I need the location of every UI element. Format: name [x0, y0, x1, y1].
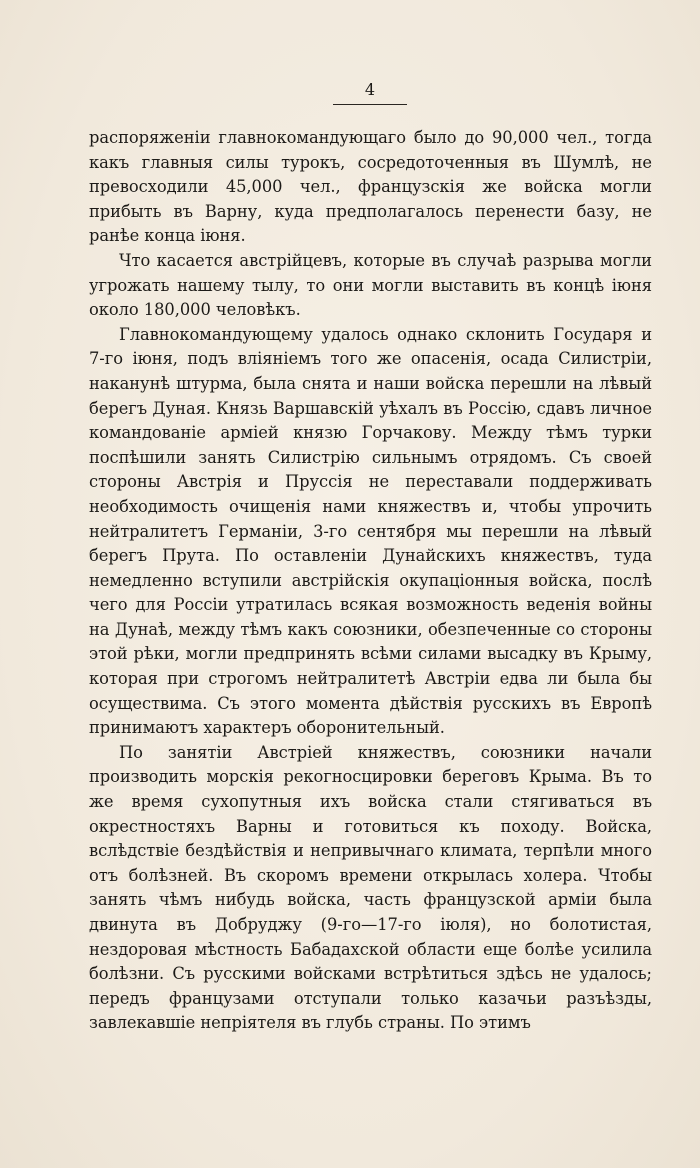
paragraph-continuation: распоряженіи главнокомандующаго было до 90,000 чел., тогда какъ главныя силы турокъ, сосредоточенныя въ Шумлѣ, не превосходили 45,000 чел., французскія же войска могли прибыть въ Варну, куда предполагалось перенести базу, не ранѣе конца іюня.	[89, 128, 652, 246]
page-number: 4	[364, 80, 376, 99]
paragraph-withdrawal: Главнокомандующему удалось однако склонить Государя и 7-го іюня, подъ вліяніемъ того же опасенія, осада Силистріи, наканунѣ штурма, была снята и наши войска перешли на лѣвый берегъ Дуная. Князь Варшавскій уѣхалъ въ Россію, сдавъ личное командованіе арміей князю Горчакову. Между тѣмъ турки поспѣшили занять Силистрію сильнымъ отрядомъ. Съ своей стороны Австрія и Пруссія не переставали поддерживать необходимость очищенія нами княжествъ и, чтобы упрочить нейтралитетъ Германіи, 3-го сентября мы перешли на лѣвый берегъ Прута. По оставленіи Дунайскихъ княжествъ, туда немедленно вступили австрійскія окупаціонныя войска, послѣ чего для Россіи утратилась всякая возможность веденія войны на Дунаѣ, между тѣмъ какъ союзники, обезпеченные со стороны этой рѣки, могли предпринять всѣми силами высадку въ Крыму, которая при строгомъ нейтралитетѣ Австріи едва ли была бы осуществима. Съ этого момента дѣйствія русскихъ въ Европѣ принимаютъ характеръ оборонительный.	[89, 324, 652, 738]
paragraph-austrians: Что касается австрійцевъ, которые въ случаѣ разрыва могли угрожать нашему тылу, то они могли выставить въ концѣ іюня около 180,000 человѣкъ.	[89, 250, 652, 320]
paragraph-allies: По занятіи Австріей княжествъ, союзники начали производить морскія рекогносцировки береговъ Крыма. Въ то же время сухопутныя ихъ войска стали стягиваться въ окрестностяхъ Варны и готовиться къ походу. Войска, вслѣдствіе бездѣйствія и непривычнаго климата, терпѣли много отъ болѣзней. Въ скоромъ времени открылась холера. Чтобы занять чѣмъ нибудь войска, часть французской арміи была двинута въ Добруджу (9-го—17-го іюля), но болотистая, нездоровая мѣстность Бабадахской области еще болѣе усилила болѣзни. Съ русскими войсками встрѣтиться здѣсь не удалось; передъ французами отступали только казачьи разъѣзды, завлекавшіе непріятеля въ глубь страны. По этимъ	[89, 742, 652, 1033]
page-number-rule	[333, 104, 407, 105]
body-text	[89, 126, 652, 1036]
